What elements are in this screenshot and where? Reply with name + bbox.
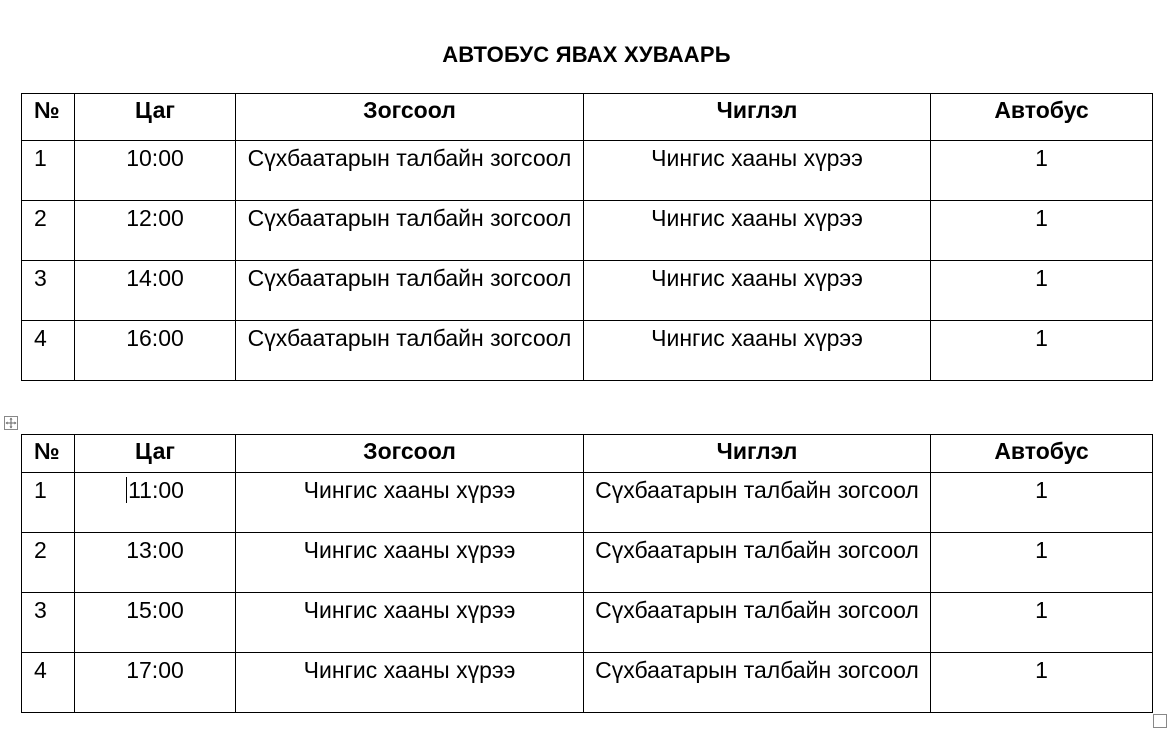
table-row [22,141,1153,201]
cell-number[interactable]: 2 [22,201,75,261]
cell-time[interactable]: 12:00 [75,201,236,261]
cell-stop[interactable]: Сүхбаатарын талбайн зогсоол [236,261,584,321]
cell-stop[interactable]: Чингис хааны хүрээ [236,473,584,533]
table-header-row [22,94,1153,141]
resize-square-icon[interactable] [1153,714,1167,728]
cell-direction[interactable]: Сүхбаатарын талбайн зогсоол [584,653,931,713]
cell-time[interactable]: 13:00 [75,533,236,593]
text-cursor [126,477,127,503]
cell-time[interactable]: 16:00 [75,321,236,381]
cell-bus[interactable]: 1 [931,593,1153,653]
header-time[interactable]: Цаг [75,94,236,141]
cell-bus[interactable]: 1 [931,653,1153,713]
cell-direction[interactable]: Чингис хааны хүрээ [584,201,931,261]
cell-time-with-cursor[interactable] [75,473,236,533]
cell-stop[interactable]: Сүхбаатарын талбайн зогсоол [236,201,584,261]
cell-direction[interactable]: Чингис хааны хүрээ [584,321,931,381]
cell-stop[interactable]: Чингис хааны хүрээ [236,653,584,713]
cell-direction[interactable]: Чингис хааны хүрээ [584,261,931,321]
cell-direction[interactable]: Сүхбаатарын талбайн зогсоол [584,593,931,653]
cell-number[interactable]: 4 [22,321,75,381]
cell-bus[interactable]: 1 [931,473,1153,533]
move-arrows-icon[interactable] [4,416,18,430]
schedule-table-outbound [21,93,1153,381]
table-row [22,201,1153,261]
cell-stop[interactable]: Чингис хааны хүрээ [236,593,584,653]
header-bus[interactable]: Автобус [931,435,1153,473]
cell-number[interactable]: 3 [22,261,75,321]
cell-bus[interactable]: 1 [931,261,1153,321]
cell-time[interactable]: 17:00 [75,653,236,713]
cell-number[interactable]: 3 [22,593,75,653]
table-row [22,473,1153,533]
table-row [22,261,1153,321]
header-direction[interactable]: Чиглэл [584,94,931,141]
table-row [22,533,1153,593]
cell-time[interactable]: 11:00 [128,477,184,503]
cell-stop[interactable]: Чингис хааны хүрээ [236,533,584,593]
header-number[interactable]: № [22,435,75,473]
table-row [22,321,1153,381]
cell-bus[interactable]: 1 [931,201,1153,261]
table-row [22,653,1153,713]
cell-bus[interactable]: 1 [931,321,1153,381]
table-header-row [22,435,1153,473]
cell-stop[interactable]: Сүхбаатарын талбайн зогсоол [236,141,584,201]
cell-direction[interactable]: Сүхбаатарын талбайн зогсоол [584,533,931,593]
header-stop[interactable]: Зогсоол [236,435,584,473]
cell-direction[interactable]: Сүхбаатарын талбайн зогсоол [584,473,931,533]
cell-bus[interactable]: 1 [931,141,1153,201]
cell-direction[interactable]: Чингис хааны хүрээ [584,141,931,201]
cell-time[interactable]: 14:00 [75,261,236,321]
cell-time[interactable]: 10:00 [75,141,236,201]
cell-stop[interactable]: Сүхбаатарын талбайн зогсоол [236,321,584,381]
header-time[interactable]: Цаг [75,435,236,473]
header-stop[interactable]: Зогсоол [236,94,584,141]
document-title: АВТОБУС ЯВАХ ХУВААРЬ [442,42,731,67]
table-row [22,593,1153,653]
cell-number[interactable]: 2 [22,533,75,593]
cell-number[interactable]: 1 [22,141,75,201]
header-bus[interactable]: Автобус [931,94,1153,141]
cell-number[interactable]: 4 [22,653,75,713]
schedule-table-return [21,434,1153,713]
header-direction[interactable]: Чиглэл [584,435,931,473]
header-number[interactable]: № [22,94,75,141]
cell-time[interactable]: 15:00 [75,593,236,653]
cell-bus[interactable]: 1 [931,533,1153,593]
cell-number[interactable]: 1 [22,473,75,533]
